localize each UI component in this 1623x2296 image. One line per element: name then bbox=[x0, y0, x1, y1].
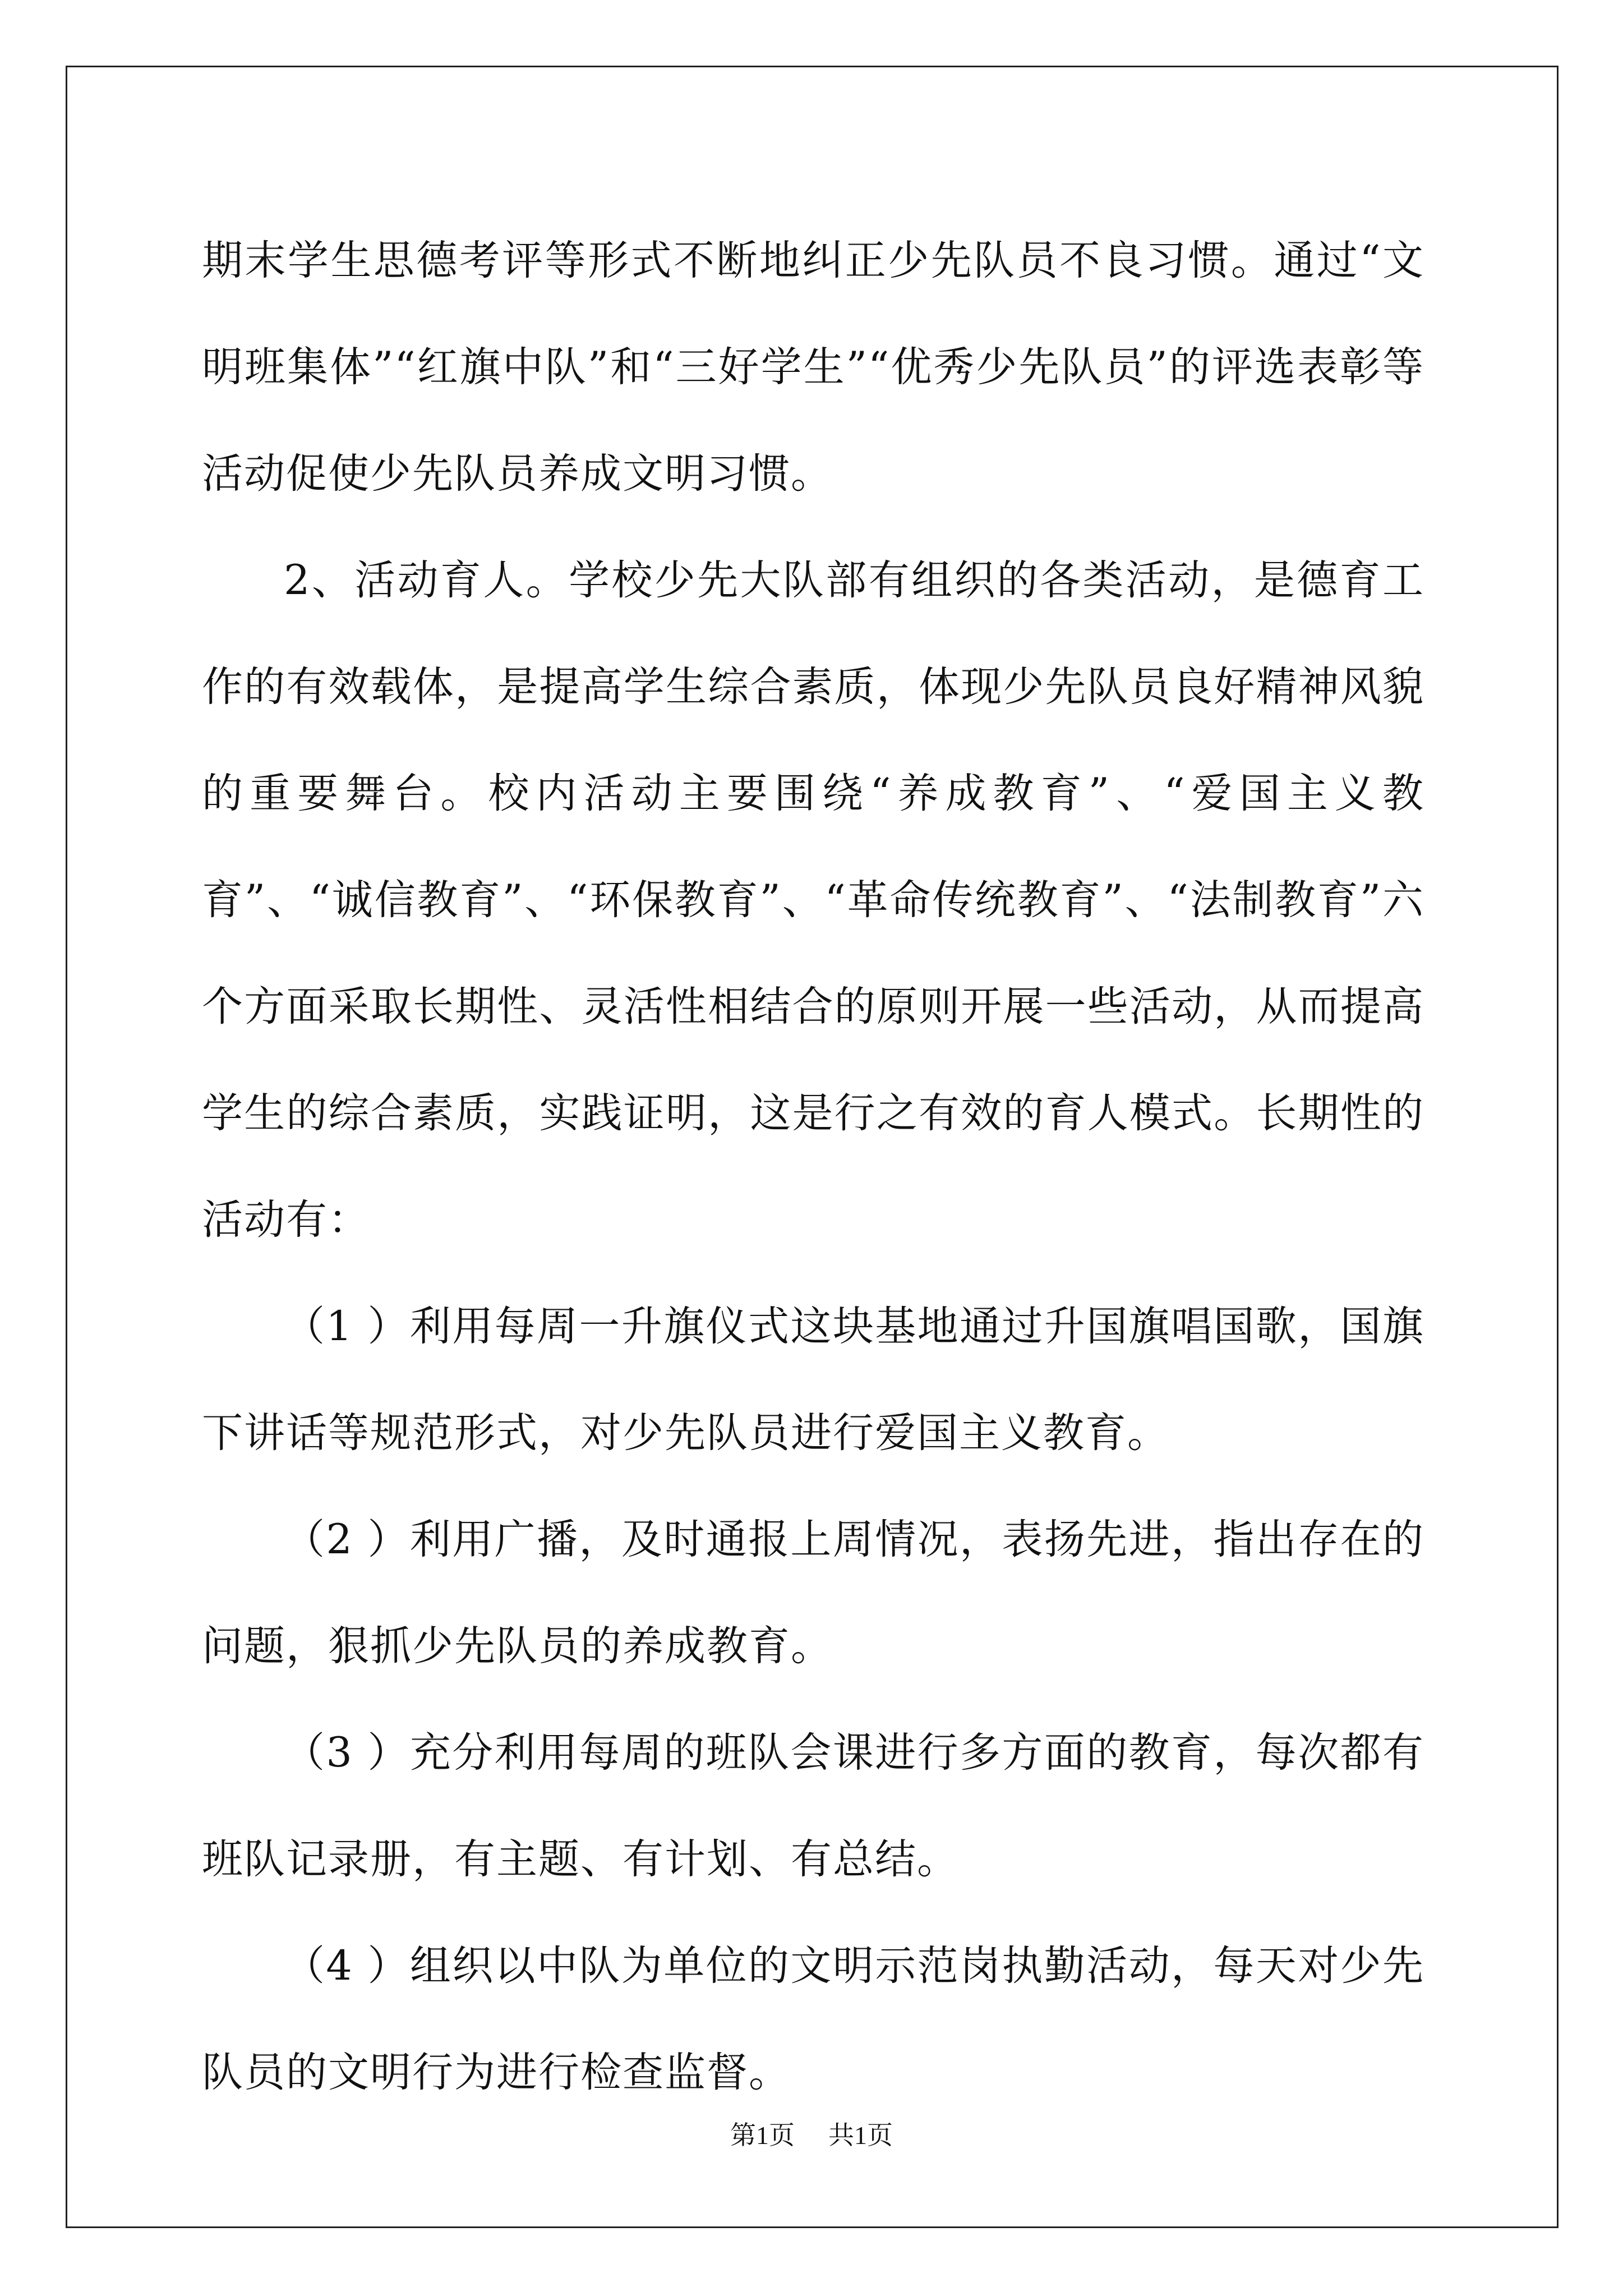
paragraph-3: （1 ）利用每周一升旗仪式这块基地通过升国旗唱国歌，国旗下讲话等规范形式，对少先队员进行爱国主义教育。 bbox=[202, 1303, 1424, 1457]
paragraph-1: 期末学生思德考评等形式不断地纠正少先队员不良习惯。通过“文明班集体”“红旗中队”和“三好学生”“优秀少先队员”的评选表彰等活动促使少先队员养成文明习惯。 bbox=[202, 237, 1424, 498]
paragraph-2: 2、活动育人。学校少先大队部有组织的各类活动，是德育工作的有效载体，是提高学生综合素质，体现少先队员良好精神风貌的重要舞台。校内活动主要围绕“养成教育”、“爱国主义教育”、“诚信教育”、“环保教育”、“革命传统教育”、“法制教育”六个方面采取长期性、灵活性相结合的原则开展一些活动，从而提高学生的综合素质，实践证明，这是行之有效的育人模式。长期性的活动有： bbox=[202, 556, 1424, 1244]
page-footer bbox=[0, 2115, 1623, 2152]
document-body bbox=[202, 208, 1424, 2126]
paragraph-6: （4 ）组织以中队为单位的文明示范岗执勤活动，每天对少先队员的文明行为进行检查监督。 bbox=[202, 1942, 1424, 2096]
page-number-current: 第1页 bbox=[730, 2121, 795, 2150]
page-number-total: 共1页 bbox=[828, 2121, 893, 2150]
paragraph-5: （3 ）充分利用每周的班队会课进行多方面的教育，每次都有班队记录册，有主题、有计划、有总结。 bbox=[202, 1729, 1424, 1883]
paragraph-4: （2 ）利用广播，及时通报上周情况，表扬先进，指出存在的问题，狠抓少先队员的养成教育。 bbox=[202, 1516, 1424, 1670]
